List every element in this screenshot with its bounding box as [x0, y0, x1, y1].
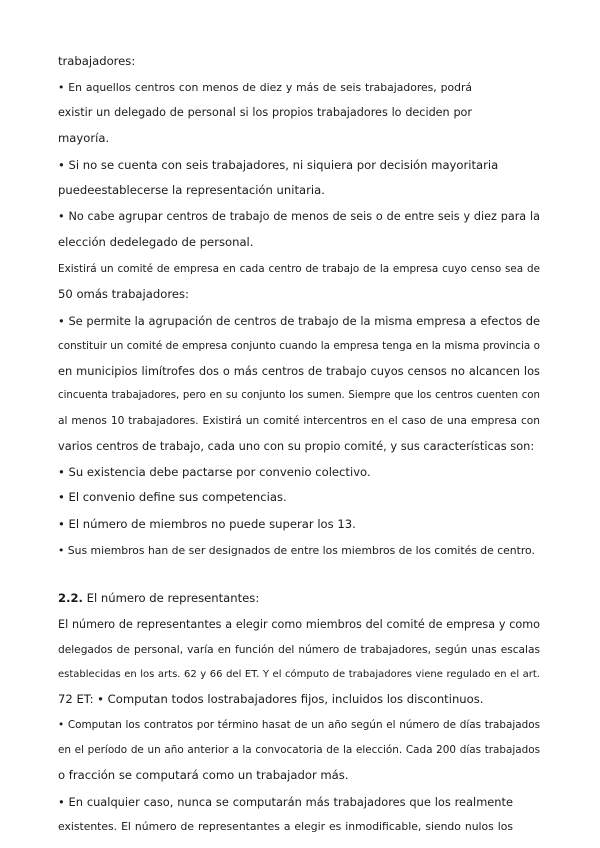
section-title: El número de representantes: [86, 591, 260, 605]
bullet-line: • Sus miembros han de ser designados de entre los miembros de los comités de centro. [58, 544, 535, 557]
text-line: o fracción se computará como un trabajador más. [58, 768, 349, 782]
text-line: establecidas en los arts. 62 y 66 del ET. Y el cómputo de trabajadores viene regulado en el art. [58, 669, 540, 680]
bullet-line: • En cualquier caso, nunca se computarán más trabajadores que los realmente [58, 795, 513, 809]
bullet-line: • Su existencia debe pactarse por convenio colectivo. [58, 465, 371, 479]
text-line: al menos 10 trabajadores. Existirá un comité intercentros en el caso de una empresa con [58, 415, 540, 427]
text-line: 72 ET: • Computan todos lostrabajadores fijos, incluidos los discontinuos. [58, 692, 484, 706]
text-line: Existirá un comité de empresa en cada centro de trabajo de la empresa cuyo censo sea de [58, 263, 540, 275]
bullet-line: • Se permite la agrupación de centros de trabajo de la misma empresa a efectos de [58, 314, 540, 328]
text-line: puedeestablecerse la representación unitaria. [58, 183, 325, 197]
bullet-line: • El número de miembros no puede superar los 13. [58, 517, 356, 531]
bullet-line: • No cabe agrupar centros de trabajo de menos de seis o de entre seis y diez para la [58, 210, 540, 223]
section-number: 2.2. [58, 591, 83, 605]
text-line: constituir un comité de empresa conjunto cuando la empresa tenga en la misma provincia o [58, 340, 540, 352]
text-line: existir un delegado de personal si los propios trabajadores lo deciden por [58, 106, 472, 119]
text-line: elección dedelegado de personal. [58, 235, 254, 249]
text-line: El número de representantes a elegir como miembros del comité de empresa y como [58, 618, 540, 631]
bullet-line: • Si no se cuenta con seis trabajadores, ni siquiera por decisión mayoritaria [58, 158, 499, 172]
text-line: cincuenta trabajadores, pero en su conjunto los sumen. Siempre que los centros cuenten con [58, 390, 540, 401]
section-heading [58, 589, 540, 607]
text-line: varios centros de trabajo, cada uno con su propio comité, y sus características son: [58, 439, 535, 453]
text-line: en municipios limítrofes dos o más centros de trabajo cuyos censos no alcancen los [58, 364, 540, 378]
bullet-line: • Computan los contratos por término hasat de un año según el número de días trabajados [58, 719, 540, 731]
text-line: en el período de un año anterior a la convocatoria de la elección. Cada 200 días trabajados [58, 744, 540, 756]
bullet-line: • El convenio define sus competencias. [58, 490, 287, 504]
text-line: 50 omás trabajadores: [58, 287, 189, 301]
text-line: trabajadores: [58, 54, 136, 68]
text-line: existentes. El número de representantes a elegir es inmodificable, siendo nulos los [58, 820, 513, 833]
bullet-line: • En aquellos centros con menos de diez y más de seis trabajadores, podrá [58, 81, 472, 94]
text-line: delegados de personal, varía en función del número de trabajadores, según unas escalas [58, 644, 540, 656]
text-line: mayoría. [58, 131, 110, 145]
